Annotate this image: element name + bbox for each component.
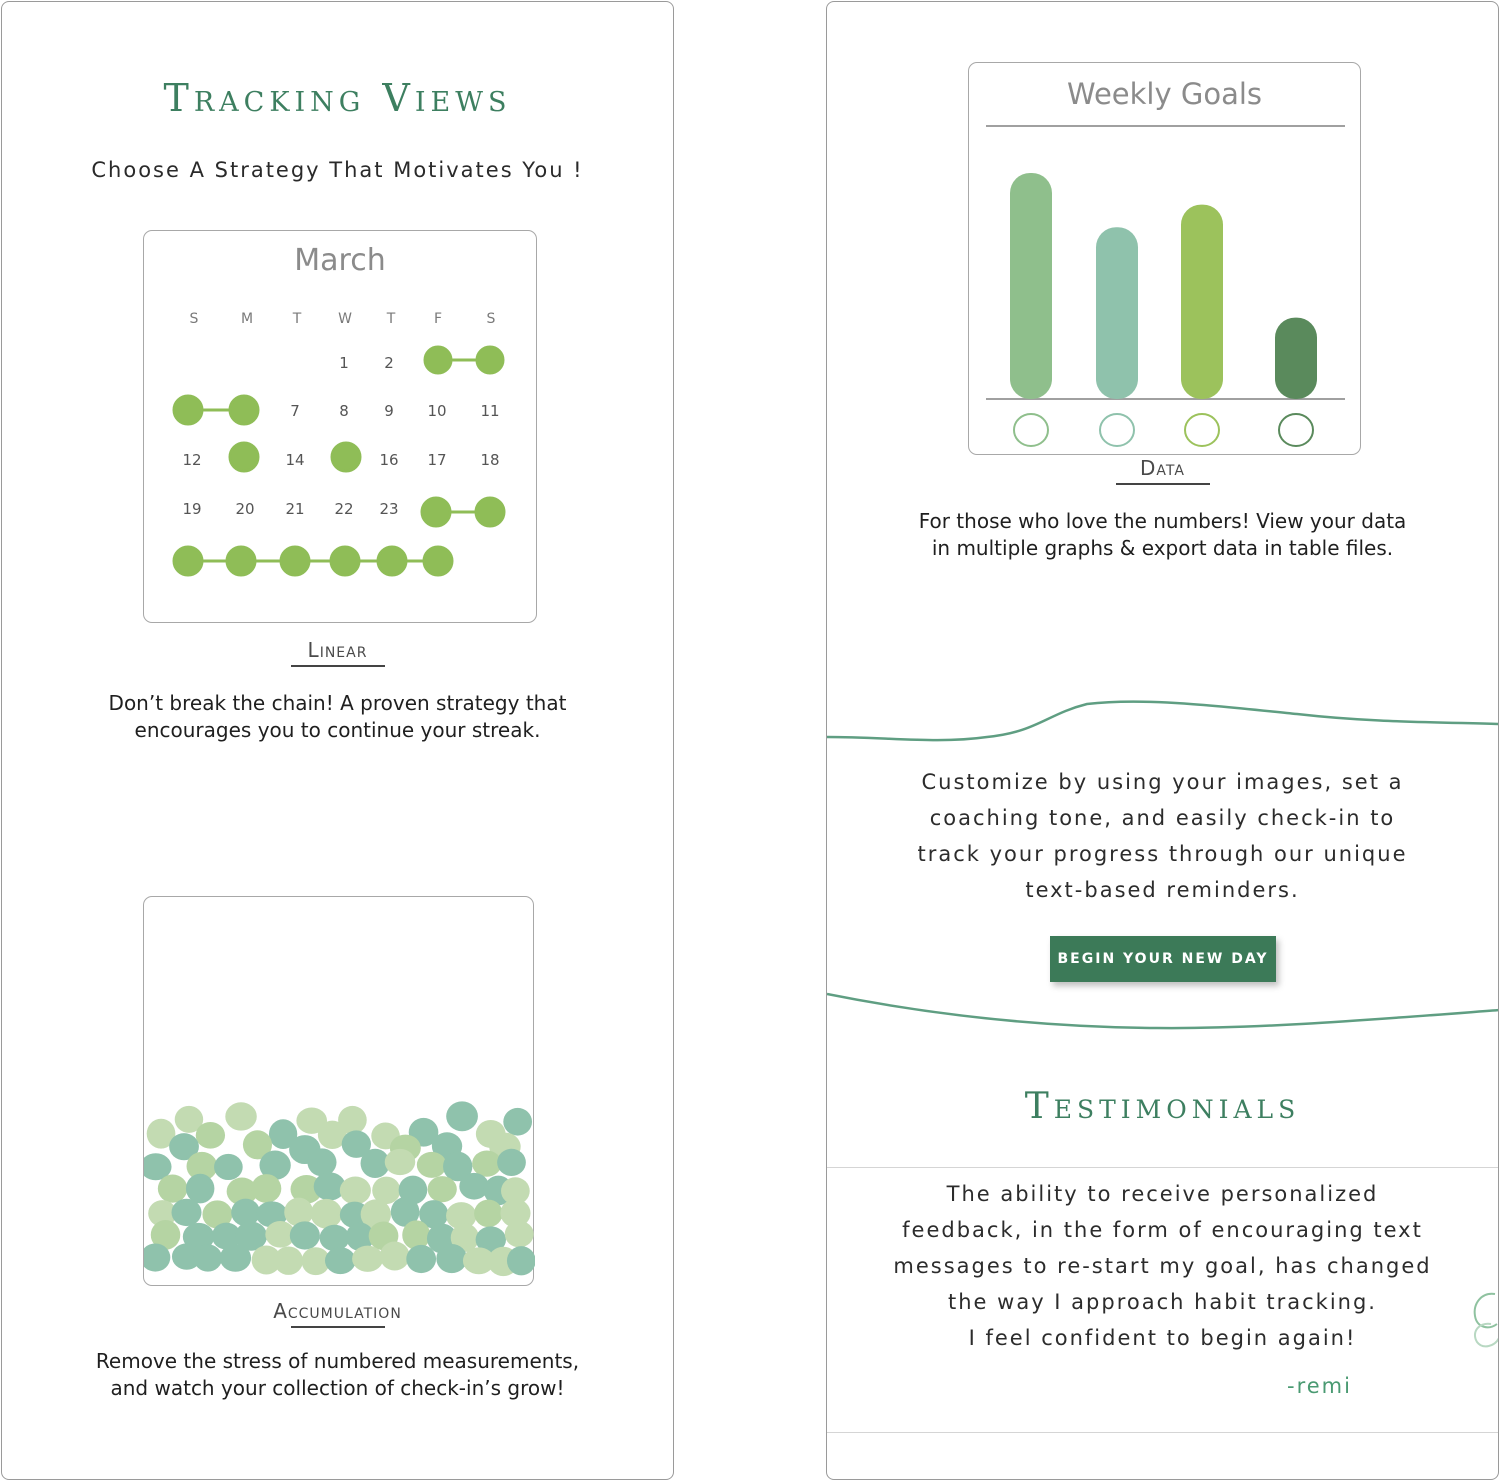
wave-bottom	[827, 994, 1499, 1028]
pebble	[417, 1152, 447, 1178]
pebble	[474, 1200, 502, 1228]
calendar-month: March	[294, 243, 386, 278]
weekday-sat: S	[486, 311, 496, 327]
checkin-dot	[424, 547, 452, 575]
day-11: 11	[480, 402, 500, 420]
checkin-dot	[174, 547, 202, 575]
pebble	[497, 1149, 526, 1176]
weekday-wed: W	[338, 311, 352, 327]
checkin-dot	[425, 347, 451, 373]
weekday-sun: S	[189, 311, 199, 327]
weekday-mon: M	[240, 311, 254, 327]
pebble	[507, 1246, 535, 1275]
testimonial-quote	[827, 1176, 1498, 1356]
pebble	[311, 1199, 343, 1229]
linear-description-line: Don’t break the chain! A proven strategy that	[108, 691, 567, 715]
pebble	[186, 1174, 214, 1204]
day-12: 12	[182, 451, 202, 469]
checkin-dot	[477, 347, 503, 373]
pebble	[251, 1174, 281, 1203]
pebble	[307, 1148, 336, 1176]
customize-line: track your progress through our unique	[917, 842, 1408, 866]
pebble	[231, 1199, 260, 1227]
pebble	[274, 1246, 303, 1274]
day-23: 23	[379, 500, 399, 518]
testimonial-line: messages to re-start my goal, has changed	[893, 1254, 1432, 1278]
customize-line: Customize by using your images, set a	[921, 770, 1404, 794]
data-description-line: in multiple graphs & export data in table files.	[931, 536, 1394, 560]
wave-top	[827, 702, 1499, 740]
pebble	[446, 1101, 478, 1131]
day-22: 22	[334, 500, 354, 518]
day-1: 1	[339, 354, 349, 372]
accumulation-description-line: Remove the stress of numbered measurements,	[95, 1349, 580, 1373]
pebble	[225, 1102, 257, 1130]
day-19: 19	[182, 500, 202, 518]
pebble	[171, 1199, 201, 1226]
weekly-goals-title: Weekly Goals	[1066, 77, 1263, 111]
accumulation-label-underline	[291, 1326, 385, 1328]
day-2: 2	[384, 354, 394, 372]
data-label-text: Data	[1140, 456, 1185, 480]
testimonials-divider	[827, 1167, 1498, 1168]
tracking-views-subtitle: Choose A Strategy That Motivates You !	[91, 158, 584, 182]
day-21: 21	[285, 500, 305, 518]
accumulation-description	[2, 1348, 673, 1402]
pebble	[352, 1246, 383, 1272]
bottom-divider	[827, 1432, 1498, 1433]
checkin-dot	[227, 547, 255, 575]
linear-view-label	[2, 638, 673, 667]
checkin-dot	[378, 547, 406, 575]
day-10: 10	[427, 402, 447, 420]
linear-label-underline	[291, 665, 385, 667]
checkin-dot	[422, 498, 450, 526]
checkin-dot	[332, 443, 360, 471]
pebble	[380, 1242, 410, 1271]
day-17: 17	[427, 451, 447, 469]
pebble	[402, 1220, 430, 1249]
accumulation-jar	[143, 896, 534, 1286]
pebble	[290, 1221, 320, 1249]
testimonials-title: Testimonials	[1024, 1086, 1301, 1127]
pebble	[505, 1221, 534, 1247]
checkin-dots	[174, 347, 504, 575]
day-8: 8	[339, 402, 349, 420]
day-7: 7	[290, 402, 300, 420]
pebble	[385, 1149, 415, 1175]
testimonial-line: the way I approach habit tracking.	[948, 1290, 1377, 1314]
pebble-collection	[144, 897, 535, 1287]
testimonial-line: I feel confident to begin again!	[968, 1326, 1357, 1350]
calendar-grid	[144, 231, 538, 624]
weekday-fri: F	[433, 311, 443, 327]
pebble	[194, 1244, 222, 1271]
checkin-dot	[230, 396, 258, 424]
pebble	[196, 1122, 225, 1149]
pebble	[220, 1244, 251, 1272]
pebble	[428, 1176, 457, 1202]
checkin-dot	[476, 498, 504, 526]
testimonial-line: feedback, in the form of encouraging text	[902, 1218, 1423, 1242]
linear-description	[2, 690, 673, 744]
pebble	[503, 1108, 532, 1136]
pebble	[320, 1225, 350, 1251]
calendar-card	[143, 230, 537, 623]
weekday-thu: T	[386, 311, 396, 327]
checkin-dot	[281, 547, 309, 575]
linear-label-text: Linear	[307, 638, 368, 662]
weekday-tue: T	[292, 311, 302, 327]
checkin-dot	[331, 547, 359, 575]
day-14: 14	[285, 451, 305, 469]
left-panel	[1, 1, 674, 1480]
customize-text	[827, 764, 1498, 908]
data-description-line: For those who love the numbers! View your data	[918, 509, 1407, 533]
day-20: 20	[235, 500, 255, 518]
checkin-dot	[174, 396, 202, 424]
day-18: 18	[480, 451, 500, 469]
accumulation-view-label	[2, 1299, 673, 1328]
day-9: 9	[384, 402, 394, 420]
pebble	[214, 1154, 243, 1180]
checkin-dot	[230, 443, 258, 471]
pebble	[436, 1244, 467, 1273]
begin-your-new-day-button[interactable]: BEGIN YOUR NEW DAY	[1050, 936, 1276, 982]
customize-line: text-based reminders.	[1025, 878, 1300, 902]
testimonial-author: -remi	[1287, 1374, 1352, 1398]
pebble	[406, 1245, 436, 1273]
pebble	[340, 1176, 371, 1204]
right-panel	[826, 1, 1499, 1480]
accumulation-description-line: and watch your collection of check-in’s grow!	[110, 1376, 565, 1400]
testimonial-line: The ability to receive personalized	[946, 1182, 1379, 1206]
day-16: 16	[379, 451, 399, 469]
pebble	[325, 1247, 356, 1274]
accumulation-label-text: Accumulation	[273, 1299, 402, 1323]
pebble	[472, 1150, 501, 1176]
linear-description-line: encourages you to continue your streak.	[134, 718, 541, 742]
customize-line: coaching tone, and easily check-in to	[929, 806, 1396, 830]
tracking-views-title: Tracking Views	[163, 76, 512, 120]
pebble	[158, 1175, 188, 1203]
